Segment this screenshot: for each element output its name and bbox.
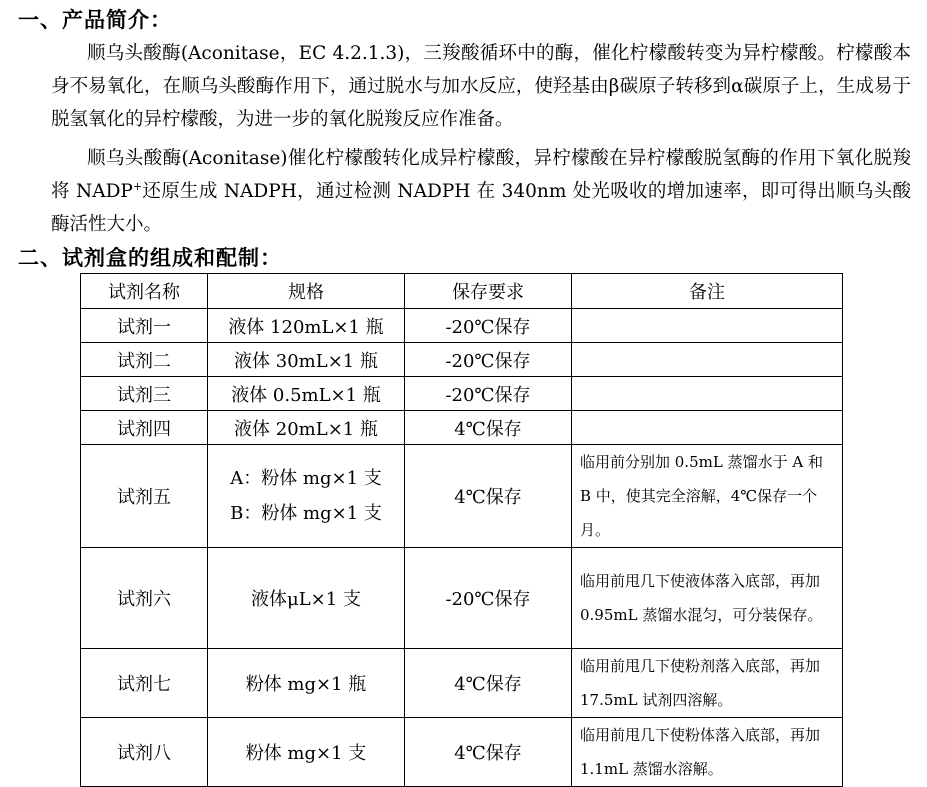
reagent-note [572, 309, 843, 343]
reagent-spec: 粉体 mg×1 瓶 [208, 649, 405, 718]
reagent-storage: -20℃保存 [405, 343, 572, 377]
reagent-storage: 4℃保存 [405, 445, 572, 548]
reagent-spec: 液体 0.5mL×1 瓶 [208, 377, 405, 411]
table-row [81, 718, 843, 787]
table-row [81, 649, 843, 718]
intro-paragraph-2-part-a: 顺乌头酸酶(Aconitase)催化柠檬酸转化成异柠檬酸，异柠檬酸在异柠檬酸脱氢酶的作用下氧化脱羧将 NADP [51, 148, 911, 202]
header-storage: 保存要求 [405, 274, 572, 309]
reagent-name: 试剂二 [81, 343, 208, 377]
superscript-plus: + [132, 179, 143, 193]
intro-paragraph-1: 顺乌头酸酶(Aconitase，EC 4.2.1.3)，三羧酸循环中的酶，催化柠檬酸转变为异柠檬酸。柠檬酸本身不易氧化，在顺乌头酸酶作用下，通过脱水与加水反应，使羟基由β碳原子转移到α碳原子上，生成易于脱氢氧化的异柠檬酸，为进一步的氧化脱羧反应作准备。 [51, 43, 911, 130]
reagent-note: 临用前甩几下使液体落入底部，再加 0.95mL 蒸馏水混匀，可分装保存。 [572, 548, 843, 649]
reagent-storage: -20℃保存 [405, 309, 572, 343]
reagent-spec: 液体 20mL×1 瓶 [208, 411, 405, 445]
section-heading-product-intro: 一、产品简介： [18, 8, 172, 32]
reagent-name: 试剂七 [81, 649, 208, 718]
reagent-name: 试剂三 [81, 377, 208, 411]
table-row [81, 309, 843, 343]
table-header-row [81, 274, 843, 309]
reagent-storage: 4℃保存 [405, 649, 572, 718]
intro-paragraph-2-part-b: 还原生成 NADPH，通过检测 NADPH 在 340nm 处光吸收的增加速率，即可得出顺乌头酸酶活性大小。 [51, 181, 911, 235]
table-row [81, 411, 843, 445]
reagent-storage: 4℃保存 [405, 411, 572, 445]
reagent-spec: 液体μL×1 支 [208, 548, 405, 649]
reagent-storage: -20℃保存 [405, 377, 572, 411]
reagent-note [572, 377, 843, 411]
reagent-note [572, 411, 843, 445]
reagent-spec: 液体 120mL×1 瓶 [208, 309, 405, 343]
reagent-storage: -20℃保存 [405, 548, 572, 649]
reagent-note: 临用前甩几下使粉剂落入底部，再加 17.5mL 试剂四溶解。 [572, 649, 843, 718]
reagent-name: 试剂八 [81, 718, 208, 787]
table-row [81, 548, 843, 649]
reagent-name: 试剂六 [81, 548, 208, 649]
reagent-spec: 液体 30mL×1 瓶 [208, 343, 405, 377]
reagent-spec-line-a: A：粉体 mg×1 支 [230, 468, 382, 489]
table-row [81, 445, 843, 548]
reagent-name: 试剂一 [81, 309, 208, 343]
header-notes: 备注 [572, 274, 843, 309]
reagent-name: 试剂五 [81, 445, 208, 548]
reagent-note [572, 343, 843, 377]
reagent-spec-line-b: B：粉体 mg×1 支 [230, 503, 382, 524]
reagent-note: 临用前甩几下使粉体落入底部，再加 1.1mL 蒸馏水溶解。 [572, 718, 843, 787]
header-spec: 规格 [208, 274, 405, 309]
reagent-spec [208, 445, 405, 548]
header-reagent-name: 试剂名称 [81, 274, 208, 309]
reagent-note: 临用前分别加 0.5mL 蒸馏水于 A 和 B 中，使其完全溶解，4℃保存一个月。 [572, 445, 843, 548]
intro-paragraph-2 [51, 142, 911, 241]
reagent-table [80, 273, 843, 787]
reagent-spec: 粉体 mg×1 支 [208, 718, 405, 787]
section-heading-kit-composition: 二、试剂盒的组成和配制： [18, 246, 282, 270]
reagent-storage: 4℃保存 [405, 718, 572, 787]
table-row [81, 377, 843, 411]
table-row [81, 343, 843, 377]
reagent-name: 试剂四 [81, 411, 208, 445]
